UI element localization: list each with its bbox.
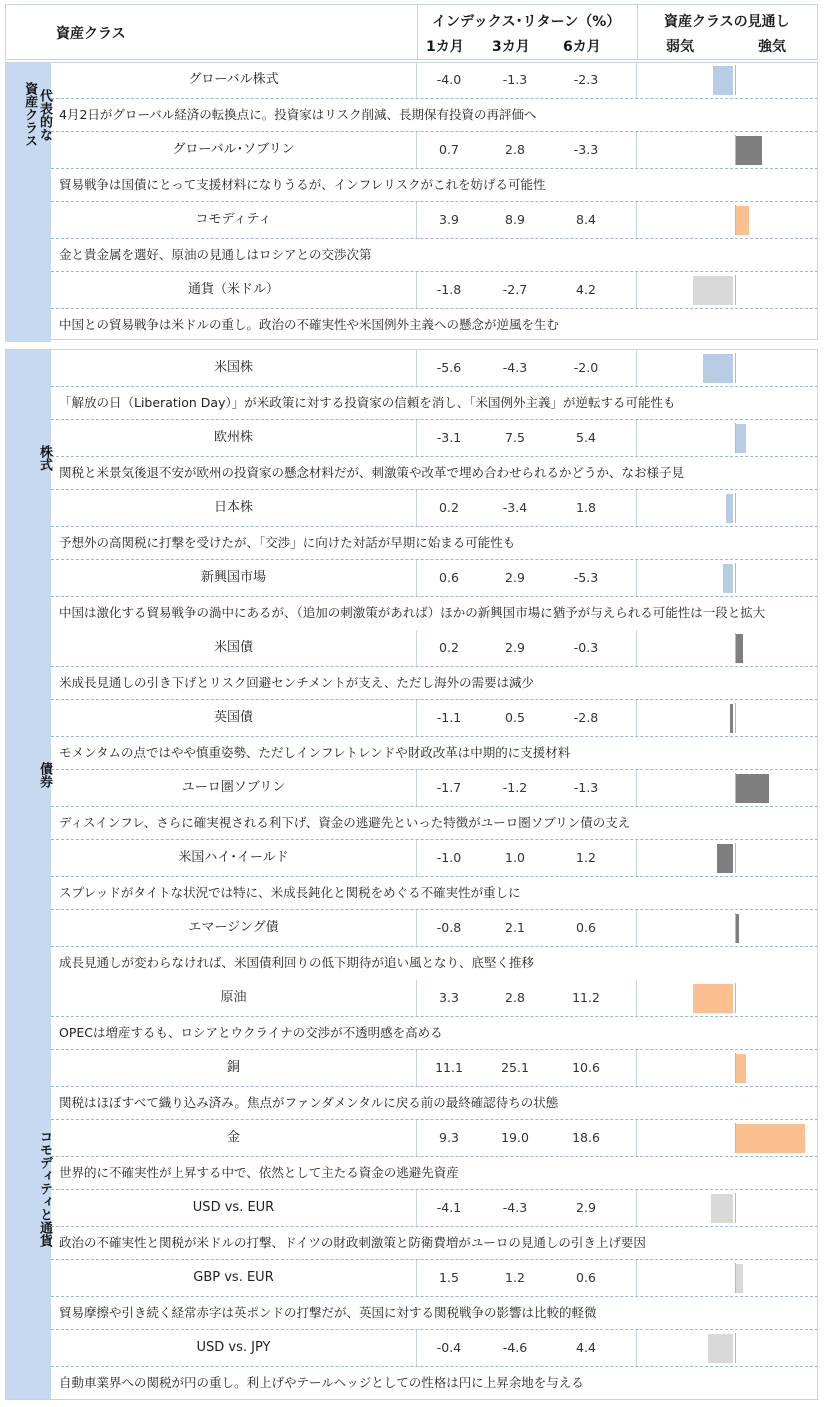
return-3m: -2.7 <box>502 282 528 297</box>
table-row <box>51 350 818 420</box>
column-divider <box>636 490 637 526</box>
outlook-bar <box>736 424 746 453</box>
asset-name: 米国ハイ･イールド <box>178 850 289 865</box>
column-divider <box>416 1330 417 1366</box>
return-1m: 0.2 <box>439 640 459 655</box>
outlook-axis <box>735 493 736 523</box>
return-6m: 11.2 <box>572 990 600 1005</box>
column-divider <box>636 1330 637 1366</box>
return-3m: -4.6 <box>502 1340 528 1355</box>
column-divider <box>416 630 417 666</box>
asset-name: ユーロ圏ソブリン <box>181 780 286 795</box>
outlook-bar <box>693 984 733 1013</box>
section-label-line: 代表的な <box>37 88 52 141</box>
table-row <box>51 630 818 700</box>
return-1m: -0.8 <box>436 920 462 935</box>
row-separator <box>51 386 818 387</box>
outlook-bar <box>736 206 749 235</box>
column-divider <box>636 350 637 386</box>
row-separator <box>51 1086 818 1087</box>
asset-description: 自動車業界への関税が円の重し。利上げやテールヘッジとしての性格は円に上昇余地を与える <box>59 1375 584 1390</box>
m3-header: 3カ月 <box>492 39 530 55</box>
return-3m: 7.5 <box>505 430 525 445</box>
weak-label: 弱気 <box>666 39 694 55</box>
return-1m: 3.9 <box>439 212 459 227</box>
section-label <box>5 762 51 788</box>
return-6m: -5.3 <box>573 570 599 585</box>
outlook-bar <box>736 774 769 803</box>
asset-name: グローバル株式 <box>188 72 279 87</box>
return-6m: 0.6 <box>576 1270 596 1285</box>
table-row <box>51 132 818 202</box>
return-6m: 5.4 <box>576 430 596 445</box>
outlook-bar <box>730 704 733 733</box>
table-row <box>51 560 818 630</box>
outlook-axis <box>735 65 736 95</box>
table-row <box>51 1190 818 1260</box>
column-divider <box>416 272 417 308</box>
table-row <box>51 62 818 132</box>
column-divider <box>636 770 637 806</box>
asset-description: 金と貴金属を選好、原油の見通しはロシアとの交渉次第 <box>59 247 372 262</box>
outlook-bar <box>693 276 733 305</box>
return-1m: -1.1 <box>436 710 462 725</box>
row-separator <box>51 596 818 597</box>
outlook-axis <box>735 703 736 733</box>
row-separator <box>51 806 818 807</box>
outlook-bar <box>736 634 743 663</box>
return-1m: 11.1 <box>435 1060 463 1075</box>
row-separator <box>51 526 818 527</box>
return-3m: 2.9 <box>505 570 525 585</box>
return-6m: 0.6 <box>576 920 596 935</box>
return-1m: -1.7 <box>436 780 462 795</box>
asset-description: ディスインフレ、さらに確実視される利下げ、資金の逃避先といった特徴がユーロ圏ソブリン債の支え <box>59 815 631 830</box>
return-1m: -5.6 <box>436 360 462 375</box>
outlook-bar <box>726 494 733 523</box>
row-separator <box>51 876 818 877</box>
outlook-bar <box>736 1054 746 1083</box>
return-3m: 2.1 <box>505 920 525 935</box>
table-row <box>51 420 818 490</box>
return-3m: 25.1 <box>501 1060 529 1075</box>
return-6m: 8.4 <box>576 212 596 227</box>
asset-name: 新興国市場 <box>200 570 266 585</box>
section-band <box>5 350 51 630</box>
asset-description: 関税と米景気後退不安が欧州の投資家の懸念材料だが、刺激策や改革で埋め合わせられるかどうか、なお様子見 <box>59 465 685 480</box>
asset-description: スプレッドがタイトな状況では特に、米成長鈍化と関税をめぐる不確実性が重しに <box>59 885 521 900</box>
return-3m: -4.3 <box>502 1200 528 1215</box>
column-divider <box>636 980 637 1016</box>
column-divider <box>636 1260 637 1296</box>
m1-header: 1カ月 <box>426 39 464 55</box>
return-6m: -1.3 <box>573 780 599 795</box>
asset-class-header: 資産クラス <box>56 26 126 42</box>
column-divider <box>416 1120 417 1156</box>
return-3m: -4.3 <box>502 360 528 375</box>
section <box>5 350 818 630</box>
table-row <box>51 272 818 342</box>
table-row <box>51 770 818 840</box>
table-row <box>51 700 818 770</box>
section <box>5 980 818 1400</box>
section <box>5 630 818 980</box>
column-divider <box>416 560 417 596</box>
outlook-axis <box>735 1333 736 1363</box>
column-divider <box>636 272 637 308</box>
row-separator <box>51 1156 818 1157</box>
strong-label: 強気 <box>758 39 786 55</box>
return-6m: 10.6 <box>572 1060 600 1075</box>
header-divider <box>637 5 638 59</box>
outlook-bar <box>711 1194 733 1223</box>
column-divider <box>416 62 417 98</box>
section-label-line: コモディティと通貨 <box>37 1130 52 1247</box>
column-divider <box>636 132 637 168</box>
return-1m: -3.1 <box>436 430 462 445</box>
row-separator <box>51 308 818 309</box>
table-row <box>51 490 818 560</box>
return-1m: 1.5 <box>439 1270 459 1285</box>
column-divider <box>416 490 417 526</box>
outlook-axis <box>735 275 736 305</box>
column-divider <box>636 910 637 946</box>
asset-description: 中国は激化する貿易戦争の渦中にあるが、（追加の刺激策があれば）ほかの新興国市場に猶予が与えられる可能性は一段と拡大 <box>59 605 766 620</box>
outlook-axis <box>735 983 736 1013</box>
asset-description: 予想外の高関税に打撃を受けたが、「交渉」に向けた対話が早期に始まる可能性も <box>59 535 516 550</box>
table-row <box>51 202 818 272</box>
outlook-axis <box>735 843 736 873</box>
column-divider <box>636 1120 637 1156</box>
return-6m: -3.3 <box>573 142 599 157</box>
asset-name: 欧州株 <box>213 430 253 445</box>
asset-description: 「解放の日（Liberation Day）」が米政策に対する投資家の信頼を消し、「米国例外主義」が逆転する可能性も <box>59 395 676 410</box>
return-6m: 4.4 <box>576 1340 596 1355</box>
column-divider <box>636 1050 637 1086</box>
asset-description: 中国との貿易戦争は米ドルの重し。政治の不確実性や米国例外主義への懸念が逆風を生む <box>59 317 560 332</box>
return-1m: -4.0 <box>436 72 462 87</box>
asset-description: 貿易戦争は国債にとって支援材料になりうるが、インフレリスクがこれを妨げる可能性 <box>59 177 546 192</box>
column-divider <box>636 840 637 876</box>
table-header <box>5 4 818 60</box>
outlook-bar <box>736 1264 743 1293</box>
outlook-bar <box>703 354 733 383</box>
asset-description: 成長見通しが変わらなければ、米国債利回りの低下期待が追い風となり、底堅く推移 <box>59 955 535 970</box>
header-divider <box>417 5 418 59</box>
asset-name: 日本株 <box>213 500 253 515</box>
return-1m: 0.2 <box>439 500 459 515</box>
asset-name: コモディティ <box>195 212 272 227</box>
outlook-header: 資産クラスの見通し <box>664 14 790 30</box>
column-divider <box>416 840 417 876</box>
outlook-axis <box>735 563 736 593</box>
column-divider <box>636 560 637 596</box>
outlook-bar <box>708 1334 733 1363</box>
row-separator <box>51 1226 818 1227</box>
outlook-axis <box>735 353 736 383</box>
outlook-bar <box>736 914 739 943</box>
return-3m: 1.0 <box>505 850 525 865</box>
asset-name: 米国債 <box>213 640 253 655</box>
table-row <box>51 1050 818 1120</box>
column-divider <box>416 700 417 736</box>
return-3m: 19.0 <box>501 1130 529 1145</box>
return-3m: 2.8 <box>505 142 525 157</box>
outlook-bar <box>736 136 762 165</box>
return-6m: 18.6 <box>572 1130 600 1145</box>
column-divider <box>416 1050 417 1086</box>
asset-name: 金 <box>226 1130 240 1145</box>
section-label-line: 株式 <box>37 445 52 471</box>
asset-description: 政治の不確実性と関税が米ドルの打撃、ドイツの財政刺激策と防衛費増がユーロの見通しの引き上げ要因 <box>59 1235 646 1250</box>
return-3m: -1.2 <box>502 780 528 795</box>
section-label <box>5 445 51 471</box>
asset-description: モメンタムの点ではやや慎重姿勢、ただしインフレトレンドや財政改革は中期的に支援材料 <box>59 745 571 760</box>
row-separator <box>51 1296 818 1297</box>
column-divider <box>416 910 417 946</box>
column-divider <box>416 350 417 386</box>
row-separator <box>51 98 818 99</box>
row-separator <box>51 946 818 947</box>
row-separator <box>51 238 818 239</box>
column-divider <box>416 132 417 168</box>
table-row <box>51 840 818 910</box>
asset-name: 銅 <box>226 1060 240 1075</box>
asset-name: 原油 <box>220 990 247 1005</box>
m6-header: 6カ月 <box>563 39 601 55</box>
returns-header: インデックス･リターン（%） <box>432 14 621 30</box>
asset-description: 関税はほぼすべて織り込み済み。焦点がファンダメンタルに戻る前の最終確認待ちの状態 <box>59 1095 559 1110</box>
table-row <box>51 910 818 980</box>
return-3m: -1.3 <box>502 72 528 87</box>
return-6m: -2.3 <box>573 72 599 87</box>
return-1m: -1.8 <box>436 282 462 297</box>
column-divider <box>416 980 417 1016</box>
return-3m: 2.9 <box>505 640 525 655</box>
asset-description: 世界的に不確実性が上昇する中で、依然として主たる資金の逃避先資産 <box>59 1165 459 1180</box>
return-1m: 9.3 <box>439 1130 459 1145</box>
section-label <box>5 82 51 147</box>
row-separator <box>51 168 818 169</box>
column-divider <box>416 420 417 456</box>
outlook-axis <box>735 1193 736 1223</box>
asset-name: 通貨（米ドル） <box>187 282 279 297</box>
asset-description: 米成長見通しの引き下げとリスク回避センチメントが支え、ただし海外の需要は減少 <box>59 675 535 690</box>
asset-description: 4月2日がグローバル経済の転換点に。投資家はリスク削減、長期保有投資の再評価へ <box>59 107 537 122</box>
outlook-bar <box>713 66 733 95</box>
column-divider <box>416 202 417 238</box>
row-separator <box>51 1366 818 1367</box>
section-label <box>5 1130 51 1247</box>
return-6m: -0.3 <box>573 640 599 655</box>
table-row <box>51 1330 818 1400</box>
column-divider <box>636 1190 637 1226</box>
return-1m: 3.3 <box>439 990 459 1005</box>
return-1m: -1.0 <box>436 850 462 865</box>
asset-description: OPECは増産するも、ロシアとウクライナの交渉が不透明感を高める <box>59 1025 443 1040</box>
outlook-bar <box>736 1124 805 1153</box>
return-6m: 4.2 <box>576 282 596 297</box>
return-6m: -2.8 <box>573 710 599 725</box>
return-3m: -3.4 <box>502 500 528 515</box>
return-3m: 8.9 <box>505 212 525 227</box>
asset-name: グローバル･ソブリン <box>172 142 295 157</box>
column-divider <box>416 770 417 806</box>
section-band <box>5 630 51 980</box>
column-divider <box>636 420 637 456</box>
section-label-line: 債券 <box>37 762 52 788</box>
return-6m: 2.9 <box>576 1200 596 1215</box>
return-1m: 0.7 <box>439 142 459 157</box>
return-1m: 0.6 <box>439 570 459 585</box>
asset-name: エマージング債 <box>188 920 279 935</box>
outlook-bar <box>717 844 734 873</box>
return-3m: 1.2 <box>505 1270 525 1285</box>
asset-name: USD vs. EUR <box>192 1200 275 1215</box>
asset-description: 貿易摩擦や引き続く経常赤字は英ポンドの打撃だが、英国に対する関税戦争の影響は比較的軽微 <box>59 1305 597 1320</box>
row-separator <box>51 736 818 737</box>
column-divider <box>416 1260 417 1296</box>
return-3m: 2.8 <box>505 990 525 1005</box>
return-1m: -0.4 <box>436 1340 462 1355</box>
asset-name: 英国債 <box>213 710 253 725</box>
row-separator <box>51 456 818 457</box>
return-1m: -4.1 <box>436 1200 462 1215</box>
row-separator <box>51 1016 818 1017</box>
return-6m: 1.2 <box>576 850 596 865</box>
return-3m: 0.5 <box>505 710 525 725</box>
column-divider <box>416 1190 417 1226</box>
table-row <box>51 1120 818 1190</box>
column-divider <box>636 202 637 238</box>
table-row <box>51 980 818 1050</box>
section <box>5 62 818 342</box>
asset-name: 米国株 <box>213 360 253 375</box>
column-divider <box>636 700 637 736</box>
column-divider <box>636 630 637 666</box>
section-label-line: 資産クラス <box>22 82 38 147</box>
return-6m: -2.0 <box>573 360 599 375</box>
outlook-bar <box>723 564 733 593</box>
column-divider <box>636 62 637 98</box>
row-separator <box>51 666 818 667</box>
asset-name: GBP vs. EUR <box>193 1270 274 1285</box>
asset-name: USD vs. JPY <box>196 1340 271 1355</box>
table-row <box>51 1260 818 1330</box>
return-6m: 1.8 <box>576 500 596 515</box>
